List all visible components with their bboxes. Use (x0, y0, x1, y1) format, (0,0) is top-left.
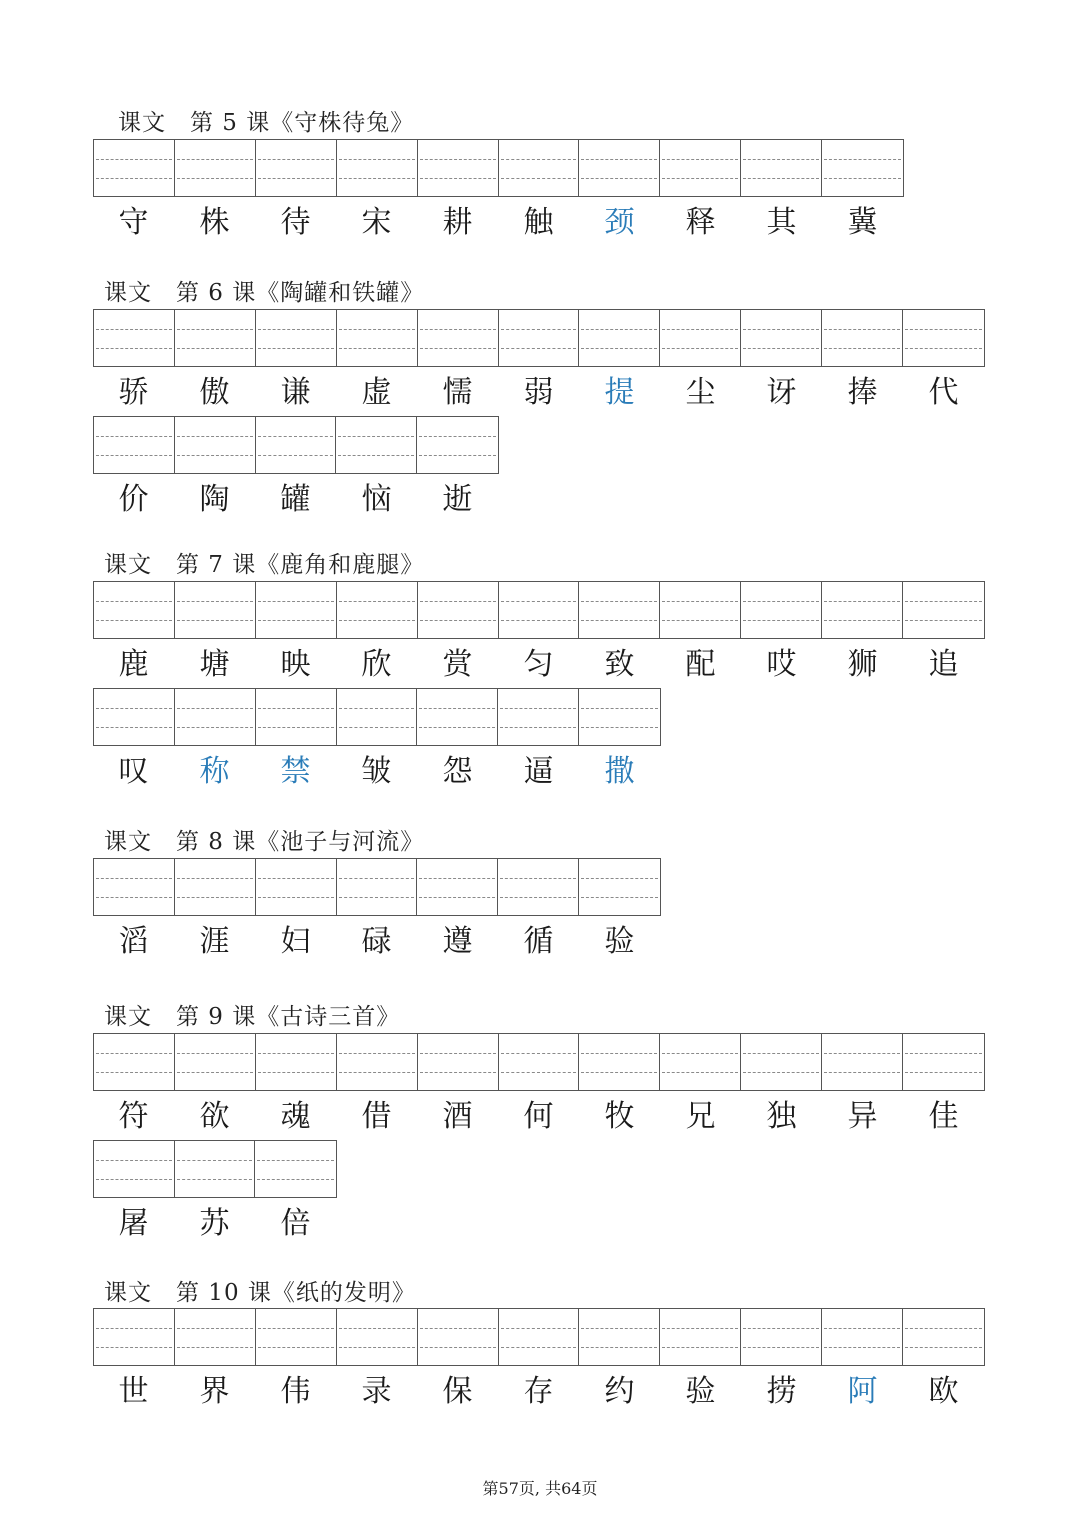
writing-cell[interactable] (175, 1141, 256, 1197)
vocab-character: 陶 (199, 482, 230, 517)
vocab-character: 守 (118, 205, 149, 240)
vocab-character: 叹 (118, 754, 149, 789)
lesson-heading (118, 104, 414, 137)
vocab-character: 触 (523, 205, 554, 240)
writing-cell[interactable] (417, 417, 498, 473)
vocab-character: 株 (199, 205, 230, 240)
writing-cell[interactable] (418, 140, 499, 196)
vocab-character: 懦 (442, 375, 473, 410)
writing-cell[interactable] (337, 310, 418, 366)
vocab-character: 尘 (685, 375, 716, 410)
writing-cell[interactable] (175, 1034, 256, 1090)
vocab-character: 谦 (280, 375, 311, 410)
writing-cell[interactable] (903, 1309, 984, 1365)
vocab-character: 世 (118, 1374, 149, 1409)
writing-cell[interactable] (175, 417, 256, 473)
writing-grid (93, 1308, 985, 1366)
vocab-character: 虚 (361, 375, 392, 410)
vocab-character: 屠 (118, 1206, 149, 1241)
lesson-heading (104, 546, 424, 579)
lesson-heading (104, 274, 424, 307)
writing-cell[interactable] (741, 1034, 822, 1090)
writing-cell[interactable] (822, 582, 903, 638)
writing-cell[interactable] (579, 1034, 660, 1090)
writing-cell[interactable] (337, 689, 418, 745)
writing-cell[interactable] (256, 689, 337, 745)
vocab-character: 禁 (280, 754, 311, 789)
writing-cell[interactable] (903, 1034, 984, 1090)
writing-cell[interactable] (94, 417, 175, 473)
vocab-character: 循 (523, 924, 554, 959)
vocab-character: 独 (766, 1099, 797, 1134)
writing-grid (93, 1140, 337, 1198)
writing-cell[interactable] (175, 310, 256, 366)
writing-cell[interactable] (256, 310, 337, 366)
writing-cell[interactable] (579, 140, 660, 196)
vocab-character: 保 (442, 1374, 473, 1409)
writing-cell[interactable] (175, 582, 256, 638)
writing-cell[interactable] (256, 859, 337, 915)
writing-cell[interactable] (499, 140, 580, 196)
character-row (93, 1370, 984, 1414)
vocab-character: 阿 (847, 1374, 878, 1409)
writing-cell[interactable] (418, 1034, 499, 1090)
vocab-character: 欣 (361, 647, 392, 682)
writing-cell[interactable] (660, 1309, 741, 1365)
vocab-character: 苏 (199, 1206, 230, 1241)
vocab-character: 碌 (361, 924, 392, 959)
vocab-character: 逼 (523, 754, 554, 789)
vocab-character: 皱 (361, 754, 392, 789)
vocab-character: 哎 (766, 647, 797, 682)
writing-cell[interactable] (418, 1309, 499, 1365)
vocab-character: 鹿 (118, 647, 149, 682)
character-row (93, 1095, 984, 1139)
vocab-character: 妇 (280, 924, 311, 959)
writing-cell[interactable] (822, 1309, 903, 1365)
writing-cell[interactable] (256, 140, 337, 196)
vocab-character: 讶 (766, 375, 797, 410)
writing-cell[interactable] (175, 140, 256, 196)
vocab-character: 耕 (442, 205, 473, 240)
writing-cell[interactable] (94, 1141, 175, 1197)
vocab-character: 异 (847, 1099, 878, 1134)
vocab-character: 滔 (118, 924, 149, 959)
writing-cell[interactable] (499, 310, 580, 366)
vocab-character: 宋 (361, 205, 392, 240)
writing-cell[interactable] (337, 1309, 418, 1365)
vocab-character: 捞 (766, 1374, 797, 1409)
vocab-character: 塘 (199, 647, 230, 682)
writing-cell[interactable] (94, 1034, 175, 1090)
lesson-title: 第 5 课《守株待兔》 (190, 110, 415, 136)
category-label: 课文 (104, 829, 152, 855)
writing-cell[interactable] (94, 689, 175, 745)
writing-cell[interactable] (417, 859, 498, 915)
character-row (93, 371, 984, 415)
character-row (93, 920, 660, 964)
vocab-character: 录 (361, 1374, 392, 1409)
writing-cell[interactable] (660, 310, 741, 366)
vocab-character: 颈 (604, 205, 635, 240)
writing-grid (93, 309, 985, 367)
writing-cell[interactable] (498, 689, 579, 745)
vocab-character: 冀 (847, 205, 878, 240)
writing-cell[interactable] (417, 689, 498, 745)
writing-cell[interactable] (499, 582, 580, 638)
vocab-character: 代 (928, 375, 959, 410)
writing-cell[interactable] (255, 1141, 336, 1197)
lesson-heading (104, 823, 424, 856)
vocab-character: 释 (685, 205, 716, 240)
writing-cell[interactable] (337, 859, 418, 915)
vocab-character: 遵 (442, 924, 473, 959)
vocab-character: 魂 (280, 1099, 311, 1134)
writing-cell[interactable] (499, 1034, 580, 1090)
writing-grid (93, 688, 661, 746)
writing-cell[interactable] (94, 1309, 175, 1365)
writing-cell[interactable] (256, 582, 337, 638)
writing-cell[interactable] (498, 859, 579, 915)
writing-cell[interactable] (175, 689, 256, 745)
vocab-character: 佳 (928, 1099, 959, 1134)
writing-cell[interactable] (741, 310, 822, 366)
writing-cell[interactable] (256, 417, 337, 473)
writing-grid (93, 1033, 985, 1091)
vocab-character: 酒 (442, 1099, 473, 1134)
writing-cell[interactable] (660, 1034, 741, 1090)
vocab-character: 弱 (523, 375, 554, 410)
vocab-character: 约 (604, 1374, 635, 1409)
vocab-character: 验 (604, 924, 635, 959)
vocab-character: 配 (685, 647, 716, 682)
writing-cell[interactable] (94, 310, 175, 366)
vocab-character: 恼 (361, 482, 392, 517)
vocab-character: 称 (199, 754, 230, 789)
writing-cell[interactable] (499, 1309, 580, 1365)
vocab-character: 存 (523, 1374, 554, 1409)
writing-cell[interactable] (660, 582, 741, 638)
category-label: 课文 (104, 280, 152, 306)
character-row (93, 1202, 336, 1246)
writing-cell[interactable] (94, 140, 175, 196)
writing-grid (93, 139, 904, 197)
vocab-character: 傲 (199, 375, 230, 410)
vocab-character: 伟 (280, 1374, 311, 1409)
writing-cell[interactable] (337, 582, 418, 638)
writing-cell[interactable] (903, 310, 984, 366)
vocab-character: 界 (199, 1374, 230, 1409)
vocab-character: 骄 (118, 375, 149, 410)
vocab-character: 追 (928, 647, 959, 682)
character-row (93, 643, 984, 687)
writing-cell[interactable] (336, 417, 417, 473)
lesson-title: 第 8 课《池子与河流》 (176, 829, 425, 855)
writing-cell[interactable] (741, 1309, 822, 1365)
writing-grid (93, 416, 499, 474)
vocab-character: 倍 (280, 1206, 311, 1241)
vocab-character: 怨 (442, 754, 473, 789)
vocab-character: 验 (685, 1374, 716, 1409)
vocab-character: 待 (280, 205, 311, 240)
writing-cell[interactable] (579, 1309, 660, 1365)
lesson-title: 第 10 课《纸的发明》 (176, 1280, 416, 1306)
vocab-character: 罐 (280, 482, 311, 517)
vocab-character: 逝 (442, 482, 473, 517)
category-label: 课文 (118, 110, 166, 136)
writing-cell[interactable] (660, 140, 741, 196)
writing-cell[interactable] (579, 689, 660, 745)
vocab-character: 狮 (847, 647, 878, 682)
vocab-character: 匀 (523, 647, 554, 682)
writing-cell[interactable] (175, 1309, 256, 1365)
writing-grid (93, 581, 985, 639)
writing-grid (93, 858, 661, 916)
lesson-heading (104, 1274, 416, 1307)
vocab-character: 兄 (685, 1099, 716, 1134)
vocab-character: 致 (604, 647, 635, 682)
lesson-title: 第 6 课《陶罐和铁罐》 (176, 280, 425, 306)
lesson-title: 第 7 课《鹿角和鹿腿》 (176, 552, 425, 578)
writing-cell[interactable] (418, 310, 499, 366)
vocab-character: 其 (766, 205, 797, 240)
writing-cell[interactable] (822, 1034, 903, 1090)
writing-cell[interactable] (94, 582, 175, 638)
category-label: 课文 (104, 1280, 152, 1306)
writing-cell[interactable] (903, 582, 984, 638)
vocab-character: 欲 (199, 1099, 230, 1134)
writing-cell[interactable] (579, 859, 660, 915)
vocab-character: 借 (361, 1099, 392, 1134)
vocab-character: 捧 (847, 375, 878, 410)
vocab-character: 价 (118, 482, 149, 517)
writing-cell[interactable] (822, 140, 903, 196)
vocab-character: 符 (118, 1099, 149, 1134)
writing-cell[interactable] (741, 582, 822, 638)
writing-cell[interactable] (94, 859, 175, 915)
vocab-character: 撒 (604, 754, 635, 789)
writing-cell[interactable] (337, 140, 418, 196)
vocab-character: 牧 (604, 1099, 635, 1134)
lesson-title: 第 9 课《古诗三首》 (176, 1004, 401, 1030)
writing-cell[interactable] (175, 859, 256, 915)
writing-cell[interactable] (256, 1034, 337, 1090)
writing-cell[interactable] (579, 582, 660, 638)
character-row (93, 750, 660, 794)
writing-cell[interactable] (579, 310, 660, 366)
vocab-character: 映 (280, 647, 311, 682)
writing-cell[interactable] (741, 140, 822, 196)
vocab-character: 欧 (928, 1374, 959, 1409)
page-footer: 第57页, 共64页 (482, 1479, 598, 1498)
category-label: 课文 (104, 1004, 152, 1030)
lesson-heading (104, 998, 400, 1031)
vocab-character: 涯 (199, 924, 230, 959)
writing-cell[interactable] (256, 1309, 337, 1365)
vocab-character: 提 (604, 375, 635, 410)
vocab-character: 赏 (442, 647, 473, 682)
writing-cell[interactable] (337, 1034, 418, 1090)
character-row (93, 201, 903, 245)
vocab-character: 何 (523, 1099, 554, 1134)
character-row (93, 478, 498, 522)
category-label: 课文 (104, 552, 152, 578)
writing-cell[interactable] (822, 310, 903, 366)
writing-cell[interactable] (418, 582, 499, 638)
